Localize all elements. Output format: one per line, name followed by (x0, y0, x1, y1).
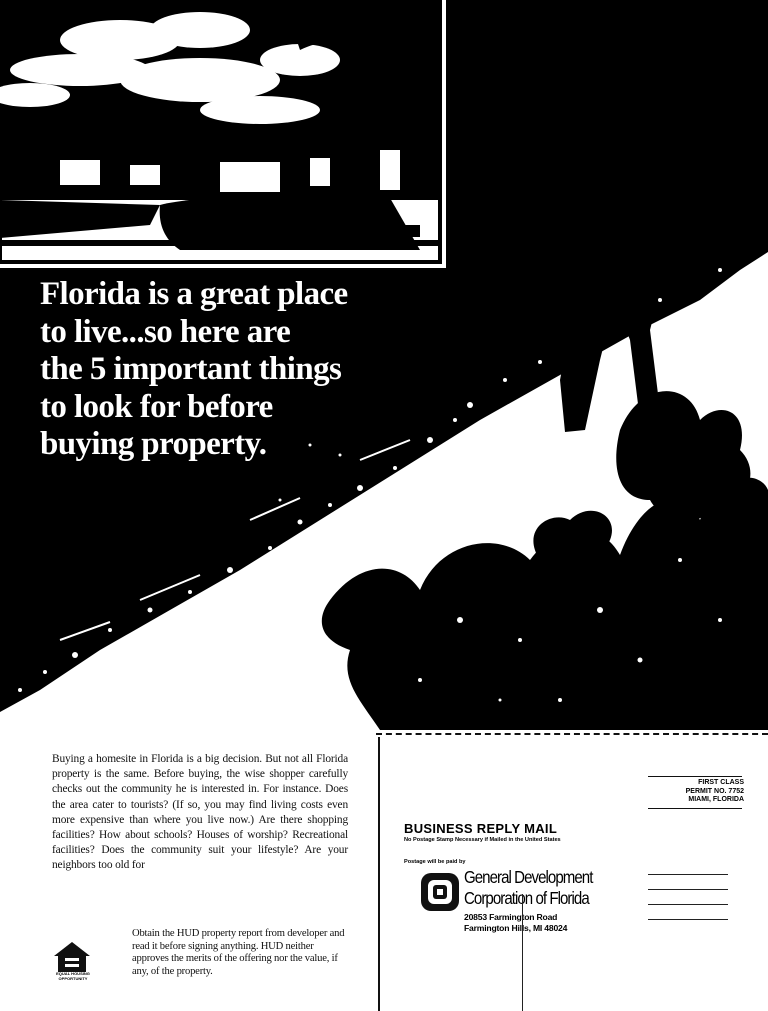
equal-housing-label: EQUAL HOUSING OPPORTUNITY (56, 971, 90, 981)
headline-line: buying property. (40, 426, 267, 462)
fim-bar (648, 889, 728, 890)
company-logo-icon (420, 872, 460, 912)
address-street: 20853 Farmington Road (464, 912, 558, 922)
headline-line: the 5 important things (40, 351, 342, 387)
card-cut-line (376, 733, 768, 735)
fim-bar (648, 904, 728, 905)
hud-disclaimer: Obtain the HUD property report from developer and read it before signing anything. HUD neither approves the merits of the offering nor the value, if any, of the property. (132, 928, 345, 977)
company-name (464, 867, 592, 909)
permit-rule (648, 776, 742, 777)
postage-paid-by: Postage will be paid by (404, 859, 466, 865)
business-reply-title: BUSINESS REPLY MAIL (404, 821, 558, 836)
headline-line: to look for before (40, 388, 273, 425)
permit-class: FIRST CLASS (698, 779, 744, 786)
permit-number: PERMIT NO. 7752 (685, 787, 744, 795)
company-address (464, 912, 567, 934)
card-edge (378, 737, 380, 1011)
company-name-line: Corporation of Florida (464, 888, 589, 908)
permit-rule (648, 808, 742, 809)
permit-block (644, 779, 744, 805)
headline-line: to live...so here are (40, 313, 291, 350)
headline-line: Florida is a great place (40, 276, 348, 312)
company-name-line: General Development (464, 867, 593, 887)
permit-city: MIAMI, FLORIDA (688, 796, 744, 803)
address-city: Farmington Hills, MI 48024 (464, 923, 568, 933)
body-paragraph: Buying a homesite in Florida is a big decision. But not all Florida property is the same. Before buying, the wise shopper carefully checks out the community he is interested in. For instance. Does the area cater to tourists? (If so, you may find living costs even more expensive than where you live now.) Are there shopping facilities? How about schools? Houses of worship? Recreational facilities? Does the community suit your lifestyle? Are your neighbors too old for (52, 753, 348, 872)
fim-bar (648, 874, 728, 875)
inset-house-photo (0, 0, 446, 268)
fim-bar (648, 919, 728, 920)
headline (40, 276, 400, 464)
business-reply-card (376, 729, 768, 1011)
fold-line (522, 894, 523, 1011)
no-postage-note: No Postage Stamp Necessary if Mailed in the United States (404, 837, 561, 843)
